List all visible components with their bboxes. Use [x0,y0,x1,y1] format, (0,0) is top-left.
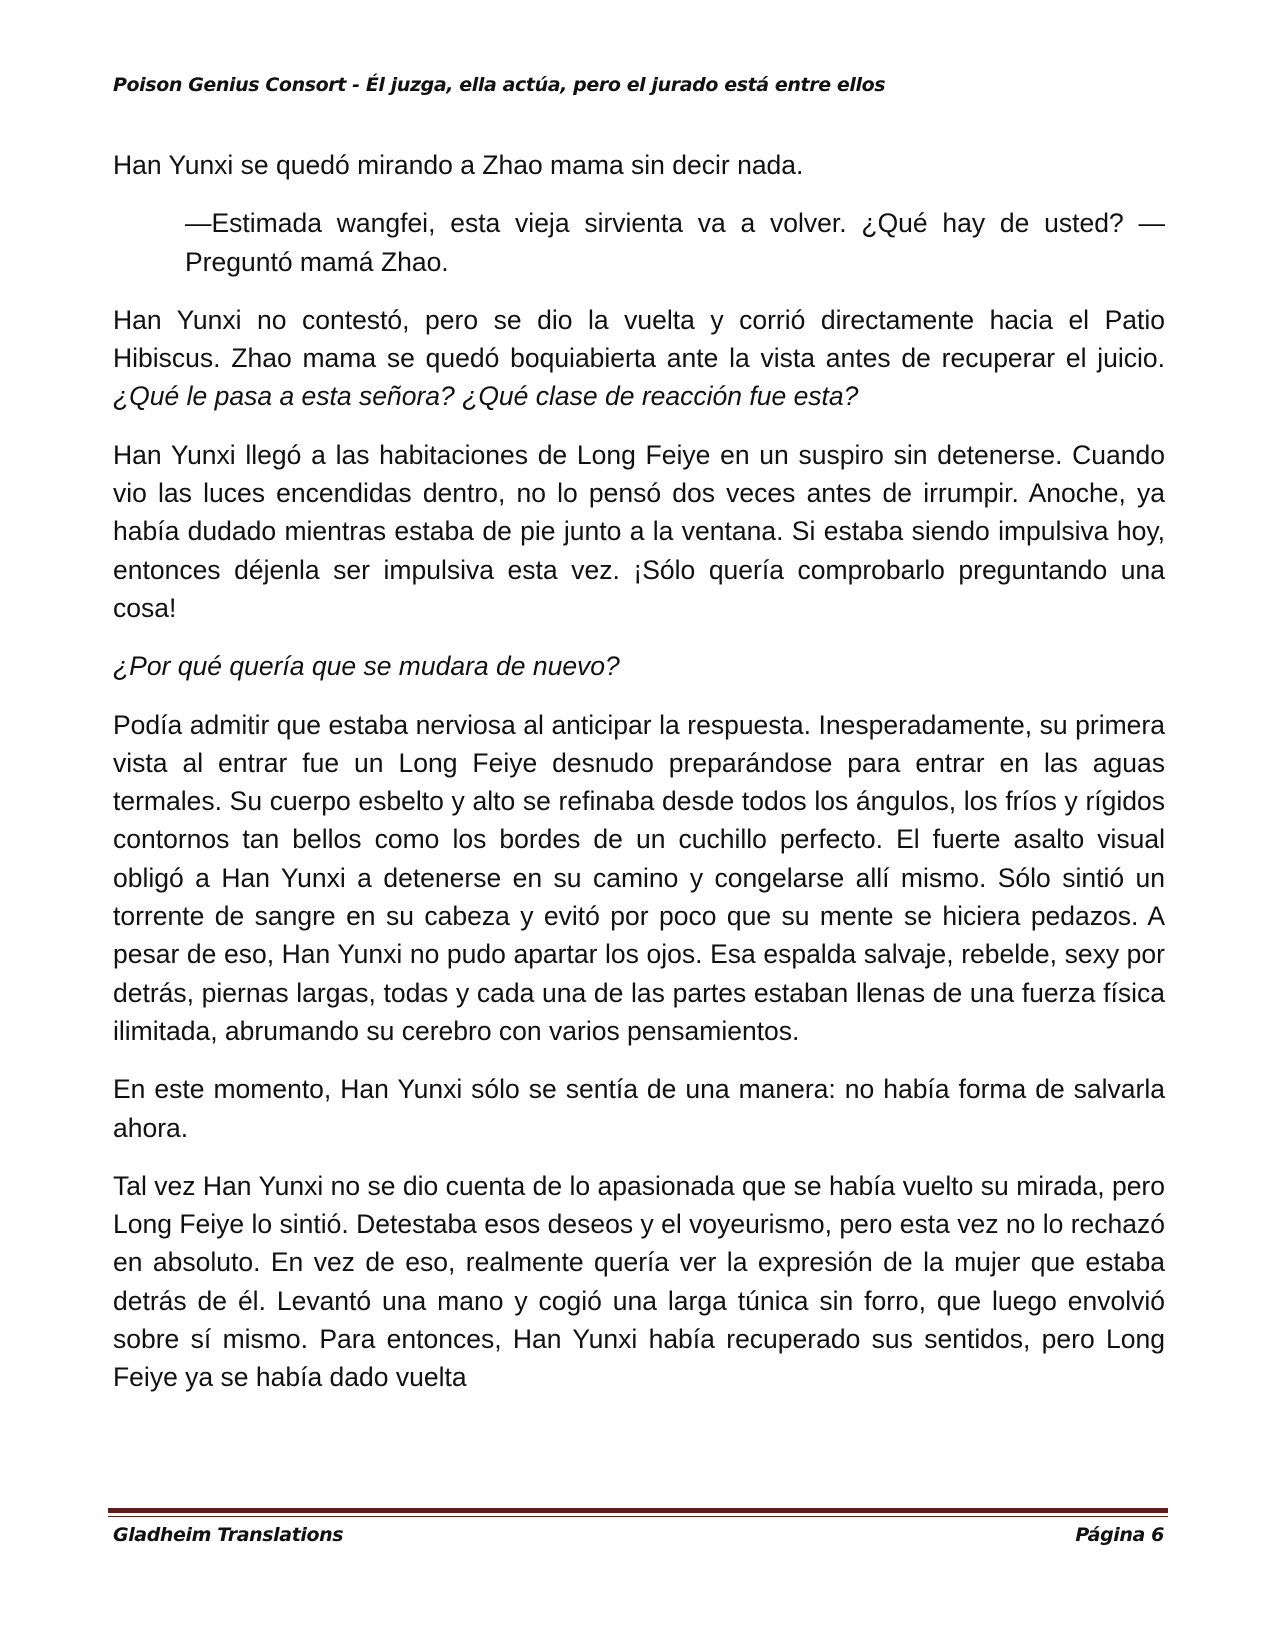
page-header: Poison Genius Consort - Él juzga, ella actúa, pero el jurado está entre ellos [113,74,886,96]
paragraph: Han Yunxi llegó a las habitaciones de Long Feiye en un suspiro sin detenerse. Cuando vio las luces encendidas dentro, no lo pensó dos veces antes de irrumpir. Anoche, ya había dudado mientras estaba de pie junto a la ventana. Si estaba siendo impulsiva hoy, entonces déjenla ser impulsiva esta vez. ¡Sólo quería comprobarlo preguntando una cosa! [113,439,1165,623]
paragraph-text: Han Yunxi no contestó, pero se dio la vuelta y corrió directamente hacia el Patio Hibiscus. Zhao mama se quedó boquiabierta ante la vista antes de recuperar el juicio. [113,304,1165,374]
paragraph: Han Yunxi se quedó mirando a Zhao mama sin decir nada. [113,150,804,180]
footer-rule-thin [108,1516,1168,1517]
footer-rule-thick [108,1508,1168,1513]
paragraph: Tal vez Han Yunxi no se dio cuenta de lo apasionada que se había vuelto su mirada, pero Long Feiye lo sintió. Detestaba esos deseos y el voyeurismo, pero esta vez no lo rechazó en absoluto. En vez de eso, realmente quería ver la expresión de la mujer que estaba detrás de él. Levantó una mano y cogió una larga túnica sin forro, que luego envolvió sobre sí mismo. Para entonces, Han Yunxi había recuperado sus sentidos, pero Long Feiye ya se había dado vuelta [113,1170,1165,1393]
italic-thought: ¿Qué le pasa a esta señora? ¿Qué clase de reacción fue esta? [113,381,859,412]
paragraph: En este momento, Han Yunxi sólo se sentía de una manera: no había forma de salvarla ahora. [113,1074,1165,1143]
footer-publisher: Gladheim Translations [113,1524,344,1546]
dialogue-paragraph: —Estimada wangfei, esta vieja sirvienta va a volver. ¿Qué hay de usted? —Preguntó mamá Zhao. [185,208,1165,277]
paragraph [113,301,1165,416]
footer-page-number: Página 6 [1075,1524,1164,1546]
paragraph: Podía admitir que estaba nerviosa al anticipar la respuesta. Inesperadamente, su primera vista al entrar fue un Long Feiye desnudo preparándose para entrar en las aguas termales. Su cuerpo esbelto y alto se refinaba desde todos los ángulos, los fríos y rígidos contornos tan bellos como los bordes de un cuchillo perfecto. El fuerte asalto visual obligó a Han Yunxi a detenerse en su camino y congelarse allí mismo. Sólo sintió un torrente de sangre en su cabeza y evitó por poco que su mente se hiciera pedazos. A pesar de eso, Han Yunxi no pudo apartar los ojos. Esa espalda salvaje, rebelde, sexy por detrás, piernas largas, todas y cada una de las partes estaban llenas de una fuerza física ilimitada, abrumando su cerebro con varios pensamientos. [113,709,1165,1046]
page-body [113,146,1165,1417]
italic-paragraph: ¿Por qué quería que se mudara de nuevo? [113,651,620,682]
